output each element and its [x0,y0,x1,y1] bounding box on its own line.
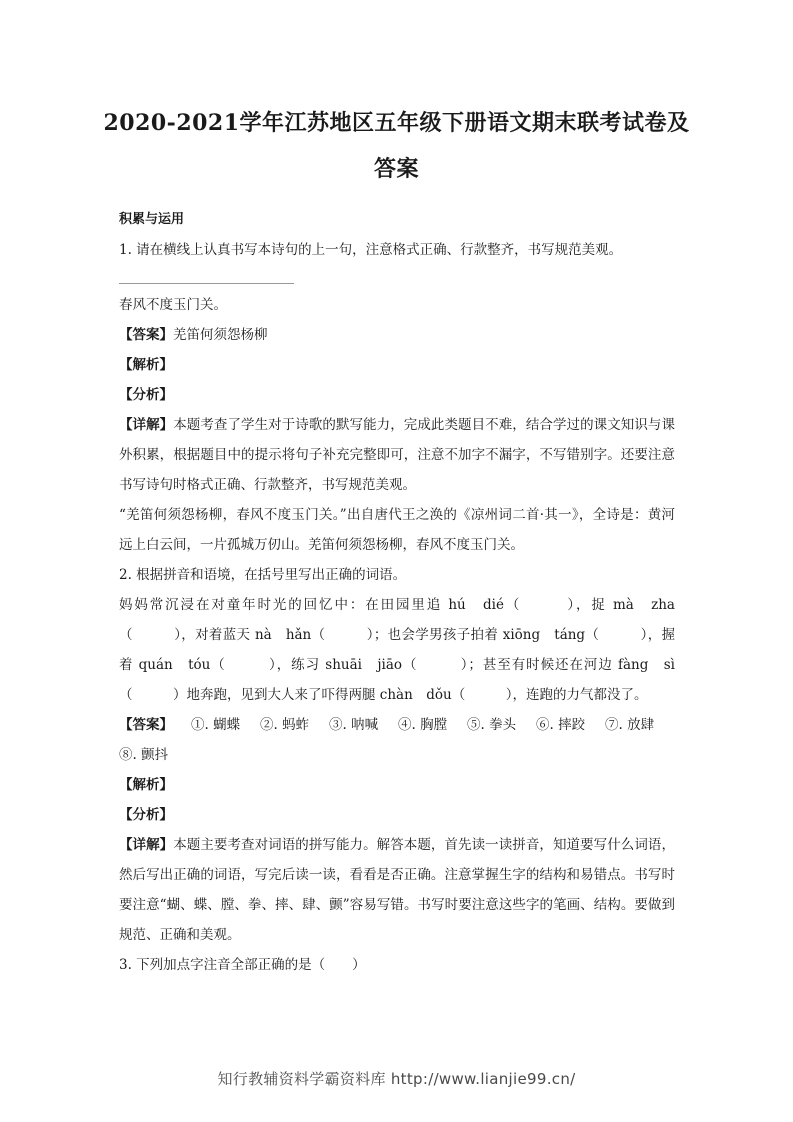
question-2-prompt: 2. 根据拼音和语境，在括号里写出正确的词语。 [119,567,407,583]
answer-item: ⑤. 拳头 [467,717,517,733]
answer-item: ⑦. 放肆 [605,717,655,733]
answer-item: ⑧. 颤抖 [119,747,169,763]
question-1-answer [119,320,675,350]
question-2-fenxi: 【分析】 [119,807,173,823]
answer-item: ②. 蚂蚱 [260,717,310,733]
detail-text: 本题考查了学生对于诗歌的默写能力，完成此类题目不难，结合学过的课文知识与课外积累，根据题目中的提示将句子补充完整即可，注意不加字不漏字，不写错别字。还要注意书写诗句时格式正确、行款整齐，书写规范美观。 [119,417,675,493]
detail-tag: 【详解】 [119,837,174,853]
question-1-fenxi: 【分析】 [119,387,173,403]
document-body [119,205,675,980]
question-3-prompt: 3. 下列加点字注音全部正确的是（ ） [119,957,366,973]
section-heading: 积累与运用 [119,212,185,227]
answer-blank-line [119,265,294,284]
question-2-detail [119,830,675,950]
answer-tag: 【答案】 [119,717,173,733]
detail-tag: 【详解】 [119,417,174,433]
page-title: 2020-2021学年江苏地区五年级下册语文期末联考试卷及答案 [103,110,690,182]
question-1-jiexi: 【解析】 [119,357,173,373]
answer-item: ④. 胸膛 [398,717,448,733]
question-1-given-line: 春风不度玉门关。 [119,297,227,313]
answer-text: 羌笛何须怨杨柳 [173,327,268,343]
detail-text: 本题主要考查对词语的拼写能力。解答本题，首先读一读拼音，知道要写什么词语，然后写出正确的词语，写完后读一读，看看是否正确。注意掌握生字的结构和易错点。书写时要注意“蝴、蝶、膛、拳、摔、肆、颤”容易写错。书写时要注意这些字的笔画、结构。要做到规范、正确和美观。 [119,837,675,943]
answer-item: ①. 蝴蝶 [191,717,241,733]
answer-item: ⑥. 摔跤 [536,717,586,733]
question-2-answers [119,710,675,770]
answer-tag: 【答案】 [119,327,173,343]
question-2-passage: 妈妈常沉浸在对童年时光的回忆中：在田园里追 hú dié（ ），捉 mà zha（ ），对着蓝天 nà hǎn（ ）；也会学男孩子拍着 xiōng táng（ ），握着 quán tóu（ ），练习 shuāi jiāo（ ）；甚至有时候还在河边 fàng sì（ ）地奔跑，见到大人来了吓得两腿 chàn dǒu（ ），连跑的力气都没了。 [119,597,675,703]
footer-watermark: 知行教辅资料学霸资料库 http://www.lianjie99.cn/ [217,1070,576,1088]
question-2-jiexi: 【解析】 [119,777,173,793]
answer-item: ③. 呐喊 [329,717,379,733]
question-1-detail [119,410,675,500]
question-1-poem-note: “羌笛何须怨杨柳，春风不度玉门关。”出自唐代王之涣的《凉州词二首·其一》，全诗是：黄河远上白云间，一片孤城万仞山。羌笛何须怨杨柳，春风不度玉门关。 [119,507,675,553]
question-1-prompt: 1. 请在横线上认真书写本诗句的上一句，注意格式正确、行款整齐，书写规范美观。 [119,242,623,258]
